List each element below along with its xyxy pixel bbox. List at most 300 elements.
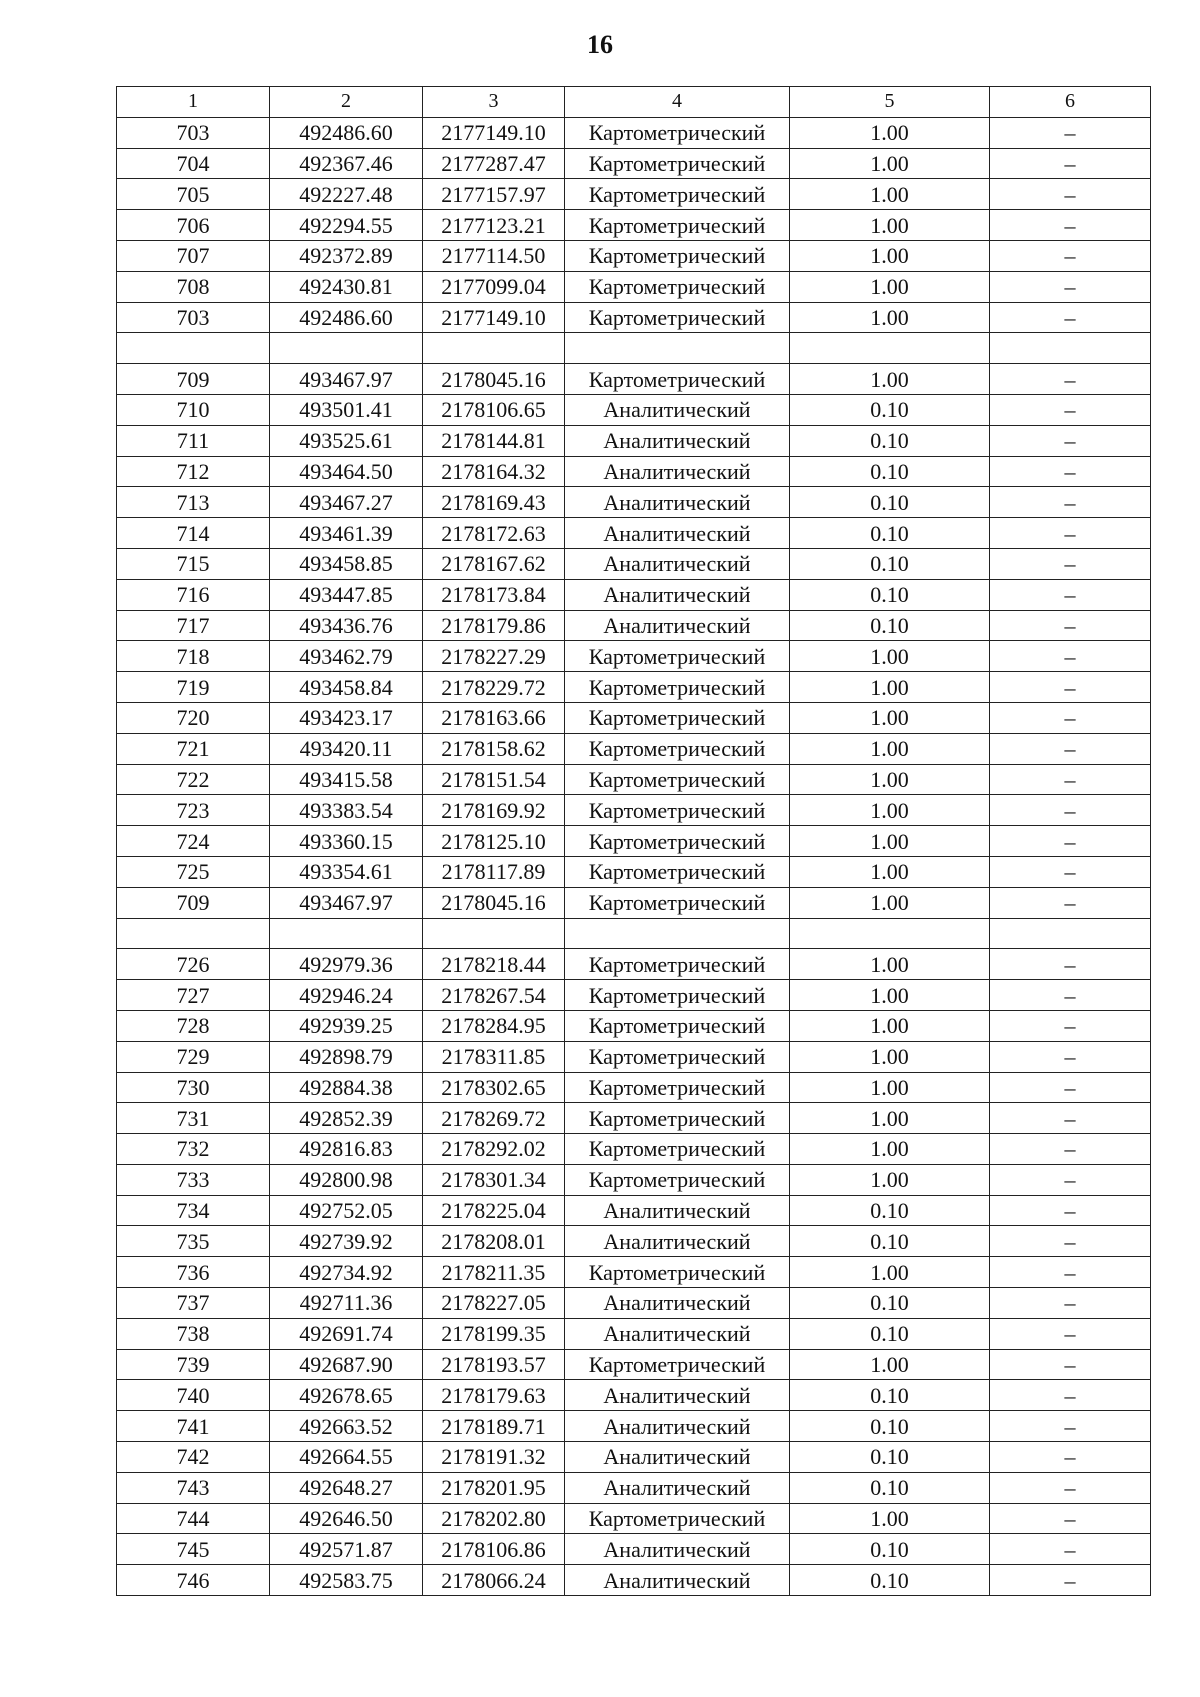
y-coordinate-cell: 2177149.10: [423, 117, 565, 148]
table-row: [117, 1164, 1151, 1195]
accuracy-cell: 1.00: [790, 364, 990, 395]
point-number-cell: 743: [117, 1472, 270, 1503]
y-coordinate-cell: 2178208.01: [423, 1226, 565, 1257]
y-coordinate-cell: 2178269.72: [423, 1103, 565, 1134]
y-coordinate-cell: 2178167.62: [423, 548, 565, 579]
x-coordinate-cell: 493525.61: [270, 425, 423, 456]
x-coordinate-cell: 492664.55: [270, 1442, 423, 1473]
point-number-cell: 708: [117, 271, 270, 302]
y-coordinate-cell: 2178125.10: [423, 826, 565, 857]
y-coordinate-cell: 2178191.32: [423, 1442, 565, 1473]
accuracy-cell: 1.00: [790, 764, 990, 795]
table-row: [117, 1195, 1151, 1226]
method-cell: Картометрический: [565, 240, 790, 271]
method-cell: Картометрический: [565, 733, 790, 764]
table-row: [117, 702, 1151, 733]
point-number-cell: 709: [117, 364, 270, 395]
accuracy-cell: 0.10: [790, 1288, 990, 1319]
method-cell: Аналитический: [565, 1411, 790, 1442]
method-cell: Картометрический: [565, 1503, 790, 1534]
method-cell: Аналитический: [565, 1534, 790, 1565]
x-coordinate-cell: 492734.92: [270, 1257, 423, 1288]
coordinates-table: [116, 86, 1151, 1596]
method-cell: Аналитический: [565, 1226, 790, 1257]
accuracy-cell: [790, 918, 990, 949]
point-number-cell: 742: [117, 1442, 270, 1473]
note-cell: –: [990, 1565, 1151, 1596]
y-coordinate-cell: 2177149.10: [423, 302, 565, 333]
note-cell: –: [990, 487, 1151, 518]
x-coordinate-cell: 493354.61: [270, 856, 423, 887]
table-row: [117, 949, 1151, 980]
method-cell: Картометрический: [565, 1134, 790, 1165]
table-row: [117, 548, 1151, 579]
x-coordinate-cell: 492739.92: [270, 1226, 423, 1257]
method-cell: Картометрический: [565, 641, 790, 672]
point-number-cell: 736: [117, 1257, 270, 1288]
table-row: [117, 1380, 1151, 1411]
x-coordinate-cell: 493436.76: [270, 610, 423, 641]
method-cell: Аналитический: [565, 456, 790, 487]
method-cell: Картометрический: [565, 179, 790, 210]
table-row: [117, 394, 1151, 425]
table-row: [117, 1503, 1151, 1534]
note-cell: [990, 918, 1151, 949]
table-row: [117, 579, 1151, 610]
point-number-cell: 746: [117, 1565, 270, 1596]
method-cell: Аналитический: [565, 1318, 790, 1349]
note-cell: –: [990, 795, 1151, 826]
point-number-cell: 710: [117, 394, 270, 425]
method-cell: Картометрический: [565, 856, 790, 887]
y-coordinate-cell: 2178106.86: [423, 1534, 565, 1565]
point-number-cell: 723: [117, 795, 270, 826]
point-number-cell: [117, 918, 270, 949]
table-row: [117, 1318, 1151, 1349]
table-header-row: [117, 87, 1151, 118]
method-cell: Аналитический: [565, 1380, 790, 1411]
point-number-cell: 718: [117, 641, 270, 672]
column-header: 3: [423, 87, 565, 118]
y-coordinate-cell: 2178211.35: [423, 1257, 565, 1288]
table-row: [117, 148, 1151, 179]
point-number-cell: 732: [117, 1134, 270, 1165]
table-row: [117, 826, 1151, 857]
table-row: [117, 1411, 1151, 1442]
point-number-cell: 722: [117, 764, 270, 795]
table-row: [117, 795, 1151, 826]
note-cell: –: [990, 394, 1151, 425]
accuracy-cell: 0.10: [790, 425, 990, 456]
y-coordinate-cell: 2178172.63: [423, 518, 565, 549]
accuracy-cell: 0.10: [790, 456, 990, 487]
accuracy-cell: 1.00: [790, 1072, 990, 1103]
table-row: [117, 364, 1151, 395]
y-coordinate-cell: 2178045.16: [423, 364, 565, 395]
y-coordinate-cell: [423, 918, 565, 949]
x-coordinate-cell: 493467.27: [270, 487, 423, 518]
x-coordinate-cell: 492678.65: [270, 1380, 423, 1411]
table-row: [117, 456, 1151, 487]
x-coordinate-cell: 492294.55: [270, 210, 423, 241]
point-number-cell: 714: [117, 518, 270, 549]
y-coordinate-cell: 2178164.32: [423, 456, 565, 487]
accuracy-cell: 0.10: [790, 1411, 990, 1442]
method-cell: Аналитический: [565, 394, 790, 425]
table-row: [117, 887, 1151, 918]
accuracy-cell: 1.00: [790, 702, 990, 733]
note-cell: –: [990, 1041, 1151, 1072]
column-header: 2: [270, 87, 423, 118]
point-number-cell: 741: [117, 1411, 270, 1442]
point-number-cell: 728: [117, 1010, 270, 1041]
x-coordinate-cell: 492227.48: [270, 179, 423, 210]
note-cell: –: [990, 949, 1151, 980]
note-cell: –: [990, 610, 1151, 641]
accuracy-cell: 0.10: [790, 579, 990, 610]
table-row: [117, 672, 1151, 703]
accuracy-cell: 0.10: [790, 487, 990, 518]
table-separator-row: [117, 333, 1151, 364]
table-row: [117, 1010, 1151, 1041]
x-coordinate-cell: 492430.81: [270, 271, 423, 302]
note-cell: –: [990, 425, 1151, 456]
note-cell: –: [990, 1288, 1151, 1319]
note-cell: –: [990, 240, 1151, 271]
method-cell: Картометрический: [565, 271, 790, 302]
x-coordinate-cell: 492898.79: [270, 1041, 423, 1072]
note-cell: –: [990, 672, 1151, 703]
method-cell: Аналитический: [565, 425, 790, 456]
point-number-cell: 739: [117, 1349, 270, 1380]
point-number-cell: 721: [117, 733, 270, 764]
accuracy-cell: 0.10: [790, 1565, 990, 1596]
column-header: 4: [565, 87, 790, 118]
note-cell: –: [990, 1442, 1151, 1473]
method-cell: Аналитический: [565, 548, 790, 579]
point-number-cell: 717: [117, 610, 270, 641]
point-number-cell: 724: [117, 826, 270, 857]
y-coordinate-cell: 2178106.65: [423, 394, 565, 425]
y-coordinate-cell: 2178173.84: [423, 579, 565, 610]
table-row: [117, 210, 1151, 241]
note-cell: –: [990, 1072, 1151, 1103]
method-cell: Картометрический: [565, 302, 790, 333]
accuracy-cell: 0.10: [790, 1442, 990, 1473]
note-cell: –: [990, 364, 1151, 395]
point-number-cell: [117, 333, 270, 364]
note-cell: –: [990, 702, 1151, 733]
x-coordinate-cell: 492372.89: [270, 240, 423, 271]
method-cell: Аналитический: [565, 487, 790, 518]
method-cell: Картометрический: [565, 980, 790, 1011]
x-coordinate-cell: [270, 918, 423, 949]
x-coordinate-cell: 493360.15: [270, 826, 423, 857]
point-number-cell: 716: [117, 579, 270, 610]
method-cell: Аналитический: [565, 1565, 790, 1596]
x-coordinate-cell: 493458.85: [270, 548, 423, 579]
accuracy-cell: 1.00: [790, 733, 990, 764]
y-coordinate-cell: 2178169.92: [423, 795, 565, 826]
column-header: 5: [790, 87, 990, 118]
method-cell: Картометрический: [565, 1072, 790, 1103]
accuracy-cell: 0.10: [790, 1472, 990, 1503]
y-coordinate-cell: 2178179.86: [423, 610, 565, 641]
method-cell: Картометрический: [565, 1041, 790, 1072]
point-number-cell: 733: [117, 1164, 270, 1195]
table-row: [117, 1226, 1151, 1257]
x-coordinate-cell: 493447.85: [270, 579, 423, 610]
point-number-cell: 740: [117, 1380, 270, 1411]
x-coordinate-cell: 492800.98: [270, 1164, 423, 1195]
y-coordinate-cell: 2178117.89: [423, 856, 565, 887]
accuracy-cell: 1.00: [790, 795, 990, 826]
point-number-cell: 734: [117, 1195, 270, 1226]
x-coordinate-cell: 493464.50: [270, 456, 423, 487]
point-number-cell: 715: [117, 548, 270, 579]
note-cell: –: [990, 302, 1151, 333]
note-cell: –: [990, 548, 1151, 579]
note-cell: –: [990, 579, 1151, 610]
accuracy-cell: 1.00: [790, 179, 990, 210]
table-row: [117, 1072, 1151, 1103]
method-cell: Аналитический: [565, 518, 790, 549]
x-coordinate-cell: 492687.90: [270, 1349, 423, 1380]
accuracy-cell: 1.00: [790, 1503, 990, 1534]
point-number-cell: 737: [117, 1288, 270, 1319]
method-cell: Картометрический: [565, 1257, 790, 1288]
method-cell: Картометрический: [565, 672, 790, 703]
point-number-cell: 704: [117, 148, 270, 179]
table-row: [117, 1288, 1151, 1319]
y-coordinate-cell: 2177287.47: [423, 148, 565, 179]
y-coordinate-cell: 2178179.63: [423, 1380, 565, 1411]
method-cell: Картометрический: [565, 1349, 790, 1380]
x-coordinate-cell: 492486.60: [270, 117, 423, 148]
x-coordinate-cell: 492646.50: [270, 1503, 423, 1534]
table-row: [117, 425, 1151, 456]
method-cell: [565, 918, 790, 949]
x-coordinate-cell: 493415.58: [270, 764, 423, 795]
note-cell: –: [990, 210, 1151, 241]
point-number-cell: 726: [117, 949, 270, 980]
point-number-cell: 745: [117, 1534, 270, 1565]
point-number-cell: 735: [117, 1226, 270, 1257]
y-coordinate-cell: [423, 333, 565, 364]
method-cell: Картометрический: [565, 1010, 790, 1041]
note-cell: –: [990, 1226, 1151, 1257]
note-cell: –: [990, 117, 1151, 148]
column-header: 6: [990, 87, 1151, 118]
y-coordinate-cell: 2178227.29: [423, 641, 565, 672]
x-coordinate-cell: 493458.84: [270, 672, 423, 703]
x-coordinate-cell: 492571.87: [270, 1534, 423, 1565]
y-coordinate-cell: 2178066.24: [423, 1565, 565, 1596]
table-row: [117, 856, 1151, 887]
y-coordinate-cell: 2178301.34: [423, 1164, 565, 1195]
method-cell: Аналитический: [565, 1288, 790, 1319]
x-coordinate-cell: 492946.24: [270, 980, 423, 1011]
note-cell: –: [990, 518, 1151, 549]
accuracy-cell: 1.00: [790, 271, 990, 302]
y-coordinate-cell: 2178229.72: [423, 672, 565, 703]
method-cell: Картометрический: [565, 826, 790, 857]
accuracy-cell: 0.10: [790, 1318, 990, 1349]
point-number-cell: 730: [117, 1072, 270, 1103]
table-row: [117, 1442, 1151, 1473]
table-row: [117, 641, 1151, 672]
accuracy-cell: 1.00: [790, 210, 990, 241]
note-cell: –: [990, 1134, 1151, 1165]
point-number-cell: 703: [117, 117, 270, 148]
accuracy-cell: 0.10: [790, 610, 990, 641]
point-number-cell: 707: [117, 240, 270, 271]
method-cell: [565, 333, 790, 364]
y-coordinate-cell: 2178193.57: [423, 1349, 565, 1380]
note-cell: –: [990, 733, 1151, 764]
x-coordinate-cell: 492367.46: [270, 148, 423, 179]
table-separator-row: [117, 918, 1151, 949]
x-coordinate-cell: 492583.75: [270, 1565, 423, 1596]
x-coordinate-cell: 493467.97: [270, 887, 423, 918]
table-row: [117, 1534, 1151, 1565]
method-cell: Картометрический: [565, 148, 790, 179]
x-coordinate-cell: 492486.60: [270, 302, 423, 333]
accuracy-cell: 0.10: [790, 1226, 990, 1257]
y-coordinate-cell: 2177157.97: [423, 179, 565, 210]
table-row: [117, 302, 1151, 333]
method-cell: Картометрический: [565, 764, 790, 795]
method-cell: Аналитический: [565, 1195, 790, 1226]
method-cell: Аналитический: [565, 1442, 790, 1473]
point-number-cell: 729: [117, 1041, 270, 1072]
note-cell: –: [990, 764, 1151, 795]
point-number-cell: 727: [117, 980, 270, 1011]
note-cell: –: [990, 179, 1151, 210]
accuracy-cell: 1.00: [790, 1349, 990, 1380]
y-coordinate-cell: 2178158.62: [423, 733, 565, 764]
note-cell: –: [990, 1411, 1151, 1442]
y-coordinate-cell: 2178045.16: [423, 887, 565, 918]
method-cell: Картометрический: [565, 210, 790, 241]
table-row: [117, 733, 1151, 764]
table-row: [117, 1257, 1151, 1288]
accuracy-cell: 1.00: [790, 302, 990, 333]
point-number-cell: 706: [117, 210, 270, 241]
y-coordinate-cell: 2178284.95: [423, 1010, 565, 1041]
note-cell: –: [990, 887, 1151, 918]
x-coordinate-cell: 492884.38: [270, 1072, 423, 1103]
y-coordinate-cell: 2178225.04: [423, 1195, 565, 1226]
accuracy-cell: 1.00: [790, 887, 990, 918]
accuracy-cell: [790, 333, 990, 364]
method-cell: Картометрический: [565, 1103, 790, 1134]
method-cell: Картометрический: [565, 887, 790, 918]
accuracy-cell: 1.00: [790, 148, 990, 179]
table-row: [117, 1134, 1151, 1165]
method-cell: Аналитический: [565, 579, 790, 610]
x-coordinate-cell: 493423.17: [270, 702, 423, 733]
y-coordinate-cell: 2177123.21: [423, 210, 565, 241]
point-number-cell: 744: [117, 1503, 270, 1534]
note-cell: –: [990, 1164, 1151, 1195]
point-number-cell: 713: [117, 487, 270, 518]
x-coordinate-cell: 493461.39: [270, 518, 423, 549]
x-coordinate-cell: 493383.54: [270, 795, 423, 826]
table-row: [117, 117, 1151, 148]
note-cell: –: [990, 1472, 1151, 1503]
x-coordinate-cell: 492648.27: [270, 1472, 423, 1503]
x-coordinate-cell: [270, 333, 423, 364]
accuracy-cell: 1.00: [790, 1103, 990, 1134]
point-number-cell: 738: [117, 1318, 270, 1349]
method-cell: Картометрический: [565, 1164, 790, 1195]
point-number-cell: 731: [117, 1103, 270, 1134]
table-row: [117, 518, 1151, 549]
note-cell: –: [990, 271, 1151, 302]
accuracy-cell: 1.00: [790, 1257, 990, 1288]
note-cell: –: [990, 1257, 1151, 1288]
note-cell: –: [990, 1195, 1151, 1226]
accuracy-cell: 1.00: [790, 1010, 990, 1041]
accuracy-cell: 1.00: [790, 1164, 990, 1195]
x-coordinate-cell: 492663.52: [270, 1411, 423, 1442]
accuracy-cell: 1.00: [790, 240, 990, 271]
note-cell: –: [990, 1010, 1151, 1041]
x-coordinate-cell: 492752.05: [270, 1195, 423, 1226]
accuracy-cell: 1.00: [790, 1134, 990, 1165]
note-cell: –: [990, 1318, 1151, 1349]
y-coordinate-cell: 2178267.54: [423, 980, 565, 1011]
point-number-cell: 720: [117, 702, 270, 733]
table-row: [117, 1349, 1151, 1380]
y-coordinate-cell: 2178311.85: [423, 1041, 565, 1072]
point-number-cell: 705: [117, 179, 270, 210]
accuracy-cell: 1.00: [790, 1041, 990, 1072]
y-coordinate-cell: 2178169.43: [423, 487, 565, 518]
note-cell: –: [990, 456, 1151, 487]
table-row: [117, 179, 1151, 210]
x-coordinate-cell: 493462.79: [270, 641, 423, 672]
y-coordinate-cell: 2178189.71: [423, 1411, 565, 1442]
accuracy-cell: 1.00: [790, 826, 990, 857]
table-row: [117, 764, 1151, 795]
x-coordinate-cell: 492852.39: [270, 1103, 423, 1134]
note-cell: –: [990, 1380, 1151, 1411]
y-coordinate-cell: 2178227.05: [423, 1288, 565, 1319]
y-coordinate-cell: 2178218.44: [423, 949, 565, 980]
page-number: 16: [587, 30, 613, 59]
x-coordinate-cell: 492939.25: [270, 1010, 423, 1041]
note-cell: –: [990, 148, 1151, 179]
y-coordinate-cell: 2178163.66: [423, 702, 565, 733]
x-coordinate-cell: 493420.11: [270, 733, 423, 764]
y-coordinate-cell: 2178199.35: [423, 1318, 565, 1349]
point-number-cell: 725: [117, 856, 270, 887]
x-coordinate-cell: 493501.41: [270, 394, 423, 425]
note-cell: –: [990, 980, 1151, 1011]
accuracy-cell: 0.10: [790, 1195, 990, 1226]
method-cell: Картометрический: [565, 364, 790, 395]
y-coordinate-cell: 2178292.02: [423, 1134, 565, 1165]
accuracy-cell: 1.00: [790, 672, 990, 703]
note-cell: [990, 333, 1151, 364]
y-coordinate-cell: 2177114.50: [423, 240, 565, 271]
accuracy-cell: 0.10: [790, 394, 990, 425]
accuracy-cell: 1.00: [790, 117, 990, 148]
note-cell: –: [990, 1534, 1151, 1565]
accuracy-cell: 1.00: [790, 856, 990, 887]
